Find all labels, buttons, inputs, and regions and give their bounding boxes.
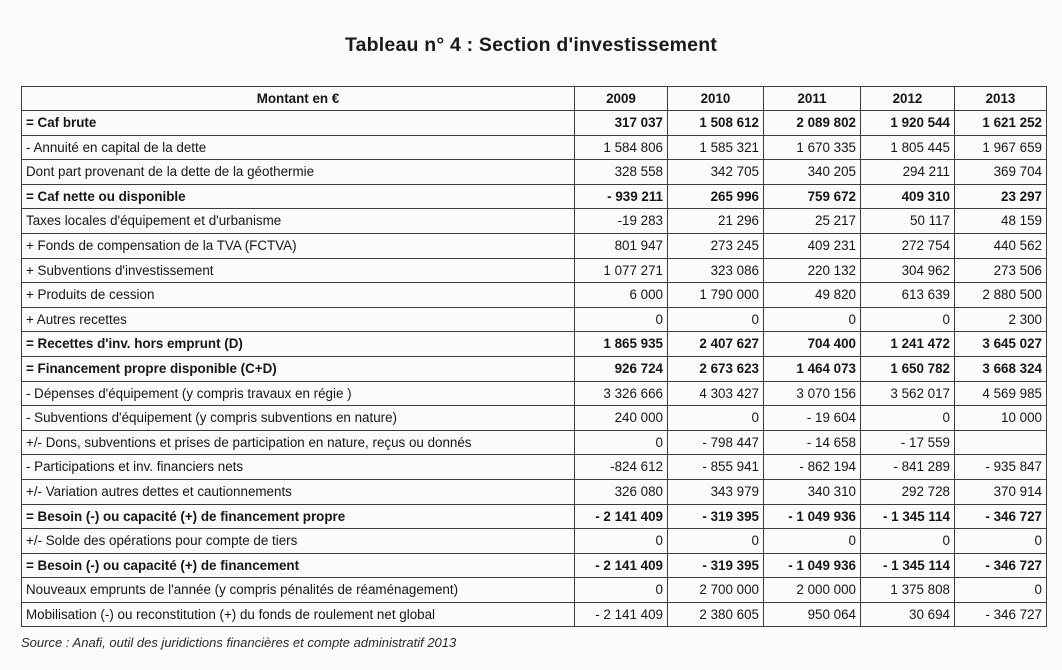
cell-value: 440 562 xyxy=(955,233,1047,258)
cell-value: 1 920 544 xyxy=(861,111,955,136)
cell-value: 6 000 xyxy=(575,283,668,308)
cell-value: 0 xyxy=(668,529,764,554)
cell-value: 0 xyxy=(861,529,955,554)
cell-value: 759 672 xyxy=(764,184,861,209)
cell-value: - 346 727 xyxy=(955,504,1047,529)
cell-value: -19 283 xyxy=(575,209,668,234)
cell-value: 273 506 xyxy=(955,258,1047,283)
cell-value: 950 064 xyxy=(764,602,861,627)
row-label: Nouveaux emprunts de l'année (y compris pénalités de réaménagement) xyxy=(22,578,575,603)
cell-value: 240 000 xyxy=(575,406,668,431)
cell-value: 1 375 808 xyxy=(861,578,955,603)
cell-value: 342 705 xyxy=(668,160,764,185)
cell-value: - 862 194 xyxy=(764,455,861,480)
header-2010: 2010 xyxy=(668,87,764,111)
cell-value: 0 xyxy=(668,307,764,332)
cell-value: 801 947 xyxy=(575,233,668,258)
cell-value: 0 xyxy=(764,307,861,332)
table-row xyxy=(22,135,1047,160)
cell-value: 0 xyxy=(764,529,861,554)
cell-value: 3 668 324 xyxy=(955,356,1047,381)
row-label: = Caf nette ou disponible xyxy=(22,184,575,209)
table-row xyxy=(22,602,1047,627)
cell-value: 25 217 xyxy=(764,209,861,234)
cell-value: 0 xyxy=(861,406,955,431)
cell-value: 2 407 627 xyxy=(668,332,764,357)
cell-value: - 2 141 409 xyxy=(575,553,668,578)
cell-value: - 939 211 xyxy=(575,184,668,209)
header-2009: 2009 xyxy=(575,87,668,111)
cell-value: 273 245 xyxy=(668,233,764,258)
cell-value: 0 xyxy=(575,529,668,554)
cell-value: 0 xyxy=(668,406,764,431)
row-label: = Financement propre disponible (C+D) xyxy=(22,356,575,381)
cell-value: - 1 345 114 xyxy=(861,504,955,529)
cell-value: 0 xyxy=(575,578,668,603)
table-row xyxy=(22,307,1047,332)
table-row xyxy=(22,160,1047,185)
cell-value: 1 650 782 xyxy=(861,356,955,381)
cell-value: 2 000 000 xyxy=(764,578,861,603)
cell-value: 2 089 802 xyxy=(764,111,861,136)
cell-value: - 855 941 xyxy=(668,455,764,480)
header-2013: 2013 xyxy=(955,87,1047,111)
row-label: - Annuité en capital de la dette xyxy=(22,135,575,160)
cell-value: - 14 658 xyxy=(764,430,861,455)
cell-value: 1 077 271 xyxy=(575,258,668,283)
cell-value: - 319 395 xyxy=(668,553,764,578)
table-title: Tableau n° 4 : Section d'investissement xyxy=(344,34,718,56)
cell-value: 613 639 xyxy=(861,283,955,308)
cell-value: 3 070 156 xyxy=(764,381,861,406)
cell-value: 1 585 321 xyxy=(668,135,764,160)
table-row xyxy=(22,479,1047,504)
cell-value: 328 558 xyxy=(575,160,668,185)
cell-value: 2 700 000 xyxy=(668,578,764,603)
cell-value: 0 xyxy=(955,529,1047,554)
cell-value: 370 914 xyxy=(955,479,1047,504)
cell-value: 30 694 xyxy=(861,602,955,627)
table-row xyxy=(22,406,1047,431)
row-label: - Subventions d'équipement (y compris subventions en nature) xyxy=(22,406,575,431)
cell-value: - 17 559 xyxy=(861,430,955,455)
row-label: +/- Variation autres dettes et cautionnements xyxy=(22,479,575,504)
header-2012: 2012 xyxy=(861,87,955,111)
row-label: = Besoin (-) ou capacité (+) de financement xyxy=(22,553,575,578)
source-note: Source : Anafi, outil des juridictions financières et compte administratif 2013 xyxy=(21,635,457,650)
cell-value: - 935 847 xyxy=(955,455,1047,480)
cell-value xyxy=(955,430,1047,455)
cell-value: 2 880 500 xyxy=(955,283,1047,308)
cell-value: 926 724 xyxy=(575,356,668,381)
row-label: = Besoin (-) ou capacité (+) de financement propre xyxy=(22,504,575,529)
cell-value: 1 967 659 xyxy=(955,135,1047,160)
cell-value: 323 086 xyxy=(668,258,764,283)
header-2011: 2011 xyxy=(764,87,861,111)
table-header-row xyxy=(22,87,1047,111)
row-label: + Fonds de compensation de la TVA (FCTVA) xyxy=(22,233,575,258)
cell-value: - 841 289 xyxy=(861,455,955,480)
row-label: +/- Dons, subventions et prises de participation en nature, reçus ou donnés xyxy=(22,430,575,455)
cell-value: 292 728 xyxy=(861,479,955,504)
cell-value: - 346 727 xyxy=(955,553,1047,578)
row-label: +/- Solde des opérations pour compte de tiers xyxy=(22,529,575,554)
cell-value: 1 584 806 xyxy=(575,135,668,160)
table-row xyxy=(22,111,1047,136)
row-label: Mobilisation (-) ou reconstitution (+) du fonds de roulement net global xyxy=(22,602,575,627)
table-row xyxy=(22,529,1047,554)
cell-value: 220 132 xyxy=(764,258,861,283)
cell-value: - 346 727 xyxy=(955,602,1047,627)
cell-value: 1 805 445 xyxy=(861,135,955,160)
cell-value: 326 080 xyxy=(575,479,668,504)
cell-value: 2 673 623 xyxy=(668,356,764,381)
row-label: - Dépenses d'équipement (y compris travaux en régie ) xyxy=(22,381,575,406)
cell-value: 1 508 612 xyxy=(668,111,764,136)
cell-value: - 1 345 114 xyxy=(861,553,955,578)
cell-value: - 19 604 xyxy=(764,406,861,431)
cell-value: 272 754 xyxy=(861,233,955,258)
table-row xyxy=(22,553,1047,578)
row-label: + Produits de cession xyxy=(22,283,575,308)
cell-value: 23 297 xyxy=(955,184,1047,209)
cell-value: 2 380 605 xyxy=(668,602,764,627)
cell-value: 704 400 xyxy=(764,332,861,357)
cell-value: - 2 141 409 xyxy=(575,504,668,529)
table-row xyxy=(22,455,1047,480)
table-row xyxy=(22,283,1047,308)
row-label: = Recettes d'inv. hors emprunt (D) xyxy=(22,332,575,357)
cell-value: 409 310 xyxy=(861,184,955,209)
table-row xyxy=(22,381,1047,406)
cell-value: - 2 141 409 xyxy=(575,602,668,627)
cell-value: 340 310 xyxy=(764,479,861,504)
cell-value: - 798 447 xyxy=(668,430,764,455)
cell-value: 340 205 xyxy=(764,160,861,185)
row-label: + Autres recettes xyxy=(22,307,575,332)
table-row xyxy=(22,184,1047,209)
cell-value: 265 996 xyxy=(668,184,764,209)
cell-value: 317 037 xyxy=(575,111,668,136)
cell-value: 49 820 xyxy=(764,283,861,308)
cell-value: 0 xyxy=(955,578,1047,603)
cell-value: 4 569 985 xyxy=(955,381,1047,406)
cell-value: 1 865 935 xyxy=(575,332,668,357)
cell-value: 50 117 xyxy=(861,209,955,234)
cell-value: 4 303 427 xyxy=(668,381,764,406)
cell-value: 1 670 335 xyxy=(764,135,861,160)
cell-value: 3 326 666 xyxy=(575,381,668,406)
cell-value: -824 612 xyxy=(575,455,668,480)
cell-value: 1 464 073 xyxy=(764,356,861,381)
cell-value: 0 xyxy=(575,307,668,332)
table-row xyxy=(22,258,1047,283)
cell-value: 294 211 xyxy=(861,160,955,185)
table-row xyxy=(22,356,1047,381)
cell-value: 304 962 xyxy=(861,258,955,283)
cell-value: 3 562 017 xyxy=(861,381,955,406)
cell-value: 1 621 252 xyxy=(955,111,1047,136)
cell-value: 2 300 xyxy=(955,307,1047,332)
header-amount: Montant en € xyxy=(22,87,575,111)
cell-value: 369 704 xyxy=(955,160,1047,185)
row-label: = Caf brute xyxy=(22,111,575,136)
cell-value: 0 xyxy=(861,307,955,332)
table-row xyxy=(22,430,1047,455)
table-row xyxy=(22,504,1047,529)
cell-value: 21 296 xyxy=(668,209,764,234)
cell-value: 48 159 xyxy=(955,209,1047,234)
row-label: Dont part provenant de la dette de la géothermie xyxy=(22,160,575,185)
cell-value: - 1 049 936 xyxy=(764,504,861,529)
cell-value: 409 231 xyxy=(764,233,861,258)
cell-value: 1 241 472 xyxy=(861,332,955,357)
cell-value: - 1 049 936 xyxy=(764,553,861,578)
table-row xyxy=(22,233,1047,258)
table-body xyxy=(22,111,1047,627)
cell-value: 1 790 000 xyxy=(668,283,764,308)
row-label: - Participations et inv. financiers nets xyxy=(22,455,575,480)
cell-value: - 319 395 xyxy=(668,504,764,529)
table-row xyxy=(22,578,1047,603)
cell-value: 3 645 027 xyxy=(955,332,1047,357)
investment-table xyxy=(21,86,1047,627)
cell-value: 0 xyxy=(575,430,668,455)
table-row xyxy=(22,332,1047,357)
cell-value: 343 979 xyxy=(668,479,764,504)
row-label: Taxes locales d'équipement et d'urbanisme xyxy=(22,209,575,234)
table-row xyxy=(22,209,1047,234)
row-label: + Subventions d'investissement xyxy=(22,258,575,283)
cell-value: 10 000 xyxy=(955,406,1047,431)
